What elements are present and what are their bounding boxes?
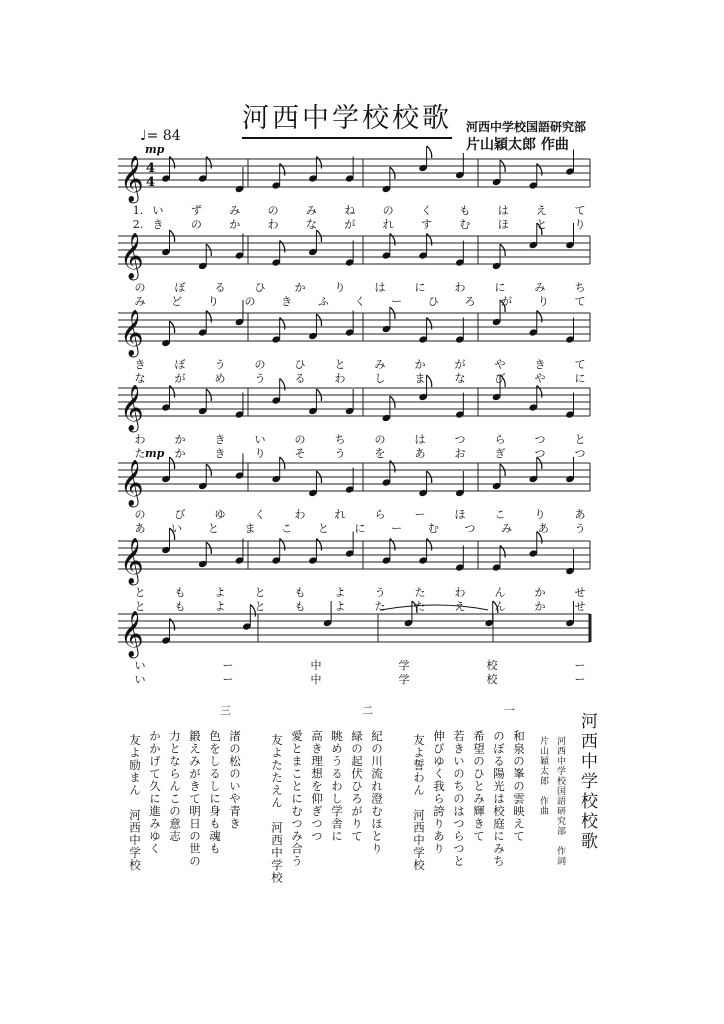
- verse-number: 二: [362, 704, 373, 717]
- lyric-syllable: い: [134, 659, 146, 672]
- poem-line: 鍛えみがきて明日の世の: [188, 730, 202, 868]
- lyric-syllable: ち: [574, 281, 586, 294]
- composer-credit: 片山穎太郎 作曲: [466, 137, 569, 153]
- lyric-syllable: は: [374, 281, 386, 294]
- lyric-syllable: り: [574, 218, 586, 231]
- lyric-syllable: み: [534, 281, 546, 294]
- lyric-syllable: い: [171, 522, 183, 535]
- lyric-syllable: わ: [267, 218, 279, 231]
- lyric-syllable: に: [354, 522, 366, 535]
- lyric-syllable: 校: [486, 659, 498, 672]
- poem-line: 愛とまことにむつみ合う: [290, 730, 304, 868]
- lyric-syllable: い: [134, 673, 146, 686]
- lyric-syllable: よ: [334, 586, 346, 599]
- lyric-syllable: め: [214, 372, 226, 385]
- lyric-syllable: 学: [398, 659, 410, 672]
- poem-line: 友よ誓わん 河西中学校: [412, 734, 426, 872]
- note-flag: [280, 379, 285, 391]
- lyric-syllable: を: [374, 447, 386, 460]
- lyric-syllable: 学: [398, 673, 410, 686]
- lyric-syllable: よ: [214, 586, 226, 599]
- time-signature: 4: [146, 161, 156, 176]
- lyric-syllable: と: [207, 522, 219, 535]
- lyric-syllable: ま: [414, 372, 426, 385]
- lyric-syllable: こ: [494, 508, 506, 521]
- treble-clef-icon: 𝄞: [120, 538, 144, 584]
- lyric-syllable: う: [214, 358, 226, 371]
- lyric-syllable: も: [294, 600, 306, 613]
- lyric-syllable: 中: [310, 659, 322, 672]
- lyric-syllable: み: [501, 522, 513, 535]
- lyric-syllable: 中: [310, 673, 322, 686]
- treble-clef-icon: 𝄞: [120, 611, 144, 657]
- lyric-syllable: や: [534, 372, 546, 385]
- note-flag: [537, 311, 542, 323]
- lyric-syllable: ー: [222, 659, 234, 672]
- lyric-syllable: に: [574, 372, 586, 385]
- lyric-syllable: ー: [391, 522, 403, 535]
- lyric-syllable: う: [334, 447, 346, 460]
- lyric-syllable: ひ: [294, 358, 306, 371]
- lyric-syllable: つ: [574, 447, 586, 460]
- lyric-syllable: く: [354, 295, 366, 308]
- lyric-syllable: な: [454, 372, 466, 385]
- lyric-syllable: し: [374, 372, 386, 385]
- lyricist-credit: 河西中学校国語研究部: [466, 120, 587, 134]
- lyric-syllable: る: [214, 281, 226, 294]
- lyric-syllable: あ: [537, 522, 549, 535]
- lyric-syllable: ー: [391, 295, 403, 308]
- lyric-syllable: の: [267, 204, 279, 217]
- lyric-syllable: も: [174, 600, 186, 613]
- lyric-syllable: む: [459, 218, 471, 231]
- tie-arc: [380, 605, 488, 610]
- lyric-syllable: の: [190, 218, 202, 231]
- lyric-syllable: び: [174, 508, 186, 521]
- lyric-syllable: ほ: [454, 508, 466, 521]
- lyric-syllable: よ: [214, 600, 226, 613]
- lyric-syllable: な: [134, 372, 146, 385]
- note-flag: [280, 318, 285, 330]
- lyric-syllable: ぼ: [174, 358, 186, 371]
- lyric-syllable: と: [574, 433, 586, 446]
- lyric-syllable: り: [534, 508, 546, 521]
- note-flag: [170, 386, 175, 398]
- lyric-syllable: こ: [281, 522, 293, 535]
- note-flag: [280, 539, 285, 551]
- note-flag: [427, 539, 432, 551]
- lyric-syllable: と: [317, 522, 329, 535]
- treble-clef-icon: 𝄞: [120, 156, 144, 202]
- lyric-syllable: あ: [574, 508, 586, 521]
- lyric-syllable: つ: [534, 433, 546, 446]
- lyric-syllable: は: [414, 433, 426, 446]
- lyric-syllable: が: [174, 372, 186, 385]
- lyric-syllable: く: [254, 508, 266, 521]
- treble-clef-icon: 𝄞: [120, 460, 144, 506]
- lyric-syllable: ら: [494, 433, 506, 446]
- lyric-syllable: の: [134, 281, 146, 294]
- lyric-syllable: ぎ: [494, 447, 506, 460]
- poem-lyricist: 河西中学校国語研究部 作詞: [555, 736, 565, 866]
- lyric-syllable: わ: [454, 281, 466, 294]
- note-flag: [170, 157, 175, 169]
- note-flag: [390, 461, 395, 473]
- lyric-syllable: つ: [464, 522, 476, 535]
- lyric-syllable: き: [214, 447, 226, 460]
- lyric-syllable: り: [254, 447, 266, 460]
- lyric-syllable: や: [494, 358, 506, 371]
- lyric-syllable: つ: [454, 433, 466, 446]
- poem-composer: 片山穎太郎 作曲: [538, 736, 548, 816]
- time-signature: 4: [146, 175, 156, 190]
- note-flag: [280, 164, 285, 176]
- lyric-syllable: と: [536, 218, 548, 231]
- poem-line: 力とならんこの意志: [168, 730, 182, 843]
- lyric-syllable: ん: [494, 586, 506, 599]
- page-title: 河西中学校校歌: [242, 96, 452, 139]
- verse-number: 一: [504, 704, 515, 717]
- lyric-syllable: か: [534, 600, 546, 613]
- note-flag: [170, 619, 175, 631]
- lyric-syllable: り: [207, 295, 219, 308]
- poem-line: 若きいのちのはつらつと: [452, 730, 466, 868]
- verse-number: 1.: [132, 204, 144, 217]
- note-flag: [316, 539, 321, 551]
- lyric-syllable: ろ: [464, 295, 476, 308]
- lyric-syllable: ほ: [497, 218, 509, 231]
- lyric-syllable: ひ: [427, 295, 439, 308]
- lyric-syllable: く: [421, 204, 433, 217]
- note-flag: [427, 375, 432, 387]
- lyric-syllable: わ: [134, 433, 146, 446]
- lyric-syllable: り: [334, 281, 346, 294]
- poem-line: のぼる陽光は校庭にみち: [492, 730, 506, 868]
- lyric-syllable: の: [134, 508, 146, 521]
- lyric-syllable: き: [281, 295, 293, 308]
- lyric-syllable: か: [294, 281, 306, 294]
- lyric-syllable: わ: [294, 508, 306, 521]
- poem-line: 和泉の峯の雲映えて: [512, 730, 526, 843]
- lyric-syllable: い: [254, 433, 266, 446]
- lyric-syllable: き: [134, 358, 146, 371]
- lyric-syllable: み: [305, 204, 317, 217]
- poem-line: 渚の松のいや青き: [228, 730, 242, 830]
- lyric-syllable: れ: [382, 218, 394, 231]
- lyric-syllable: が: [454, 358, 466, 371]
- treble-clef-icon: 𝄞: [120, 310, 144, 356]
- poem-line: 紀の川流れ澄むほとり: [370, 730, 384, 855]
- poem-line: 緑の起伏ひろがりて: [350, 730, 364, 843]
- lyric-syllable: か: [534, 586, 546, 599]
- lyric-syllable: ら: [374, 508, 386, 521]
- poem-line: 伸びゆく我ら誇りあり: [432, 730, 446, 855]
- lyric-syllable: み: [134, 295, 146, 308]
- lyric-syllable: ー: [414, 508, 426, 521]
- lyric-syllable: に: [414, 281, 426, 294]
- treble-clef-icon: 𝄞: [120, 233, 144, 279]
- lyric-syllable: も: [294, 586, 306, 599]
- lyric-syllable: に: [494, 281, 506, 294]
- lyric-syllable: え: [454, 600, 466, 613]
- lyric-syllable: る: [294, 372, 306, 385]
- lyric-syllable: う: [254, 372, 266, 385]
- lyric-syllable: き: [152, 218, 164, 231]
- lyric-syllable: と: [134, 600, 146, 613]
- lyric-syllable: ず: [190, 204, 202, 217]
- lyric-syllable: て: [574, 204, 586, 217]
- lyric-syllable: れ: [334, 508, 346, 521]
- poem-line: 友よ励まん 河西中学校: [128, 734, 142, 872]
- lyric-syllable: は: [497, 204, 509, 217]
- poem-title: 河西中学校校歌: [577, 712, 597, 852]
- dynamic-marking: mp: [145, 143, 165, 156]
- lyric-syllable: ー: [574, 673, 586, 686]
- poem-line: 希望のひとみ輝きて: [472, 730, 486, 843]
- lyric-syllable: ゆ: [214, 508, 226, 521]
- lyric-syllable: つ: [534, 447, 546, 460]
- lyric-syllable: た: [374, 600, 386, 613]
- verse-number: 三: [220, 704, 231, 717]
- lyric-syllable: の: [382, 204, 394, 217]
- note-flag: [537, 164, 542, 176]
- lyric-syllable: む: [427, 522, 439, 535]
- lyric-syllable: り: [537, 295, 549, 308]
- note-flag: [500, 546, 505, 558]
- poem-line: かかげて久に進みゆく: [148, 730, 162, 855]
- lyric-syllable: び: [494, 372, 506, 385]
- lyric-syllable: あ: [414, 447, 426, 460]
- lyric-syllable: よ: [334, 600, 346, 613]
- lyric-syllable: と: [334, 358, 346, 371]
- lyric-syllable: ひ: [254, 281, 266, 294]
- lyric-syllable: と: [254, 586, 266, 599]
- lyric-syllable: わ: [334, 372, 346, 385]
- note-flag: [206, 311, 211, 323]
- lyric-syllable: ふ: [317, 295, 329, 308]
- verse-number: 2.: [132, 218, 144, 231]
- lyric-syllable: あ: [134, 522, 146, 535]
- lyric-syllable: て: [574, 295, 586, 308]
- lyric-syllable: た: [414, 600, 426, 613]
- lyric-syllable: そ: [294, 447, 306, 460]
- lyric-syllable: ど: [171, 295, 183, 308]
- lyric-syllable: て: [574, 358, 586, 371]
- poem-line: 高き理想を仰ぎつつ: [310, 730, 324, 843]
- note-flag: [390, 234, 395, 246]
- lyric-syllable: き: [534, 358, 546, 371]
- poem-line: 友よたたえん 河西中学校: [270, 734, 284, 884]
- lyric-syllable: え: [536, 204, 548, 217]
- lyric-syllable: み: [229, 204, 241, 217]
- lyric-syllable: す: [421, 218, 433, 231]
- note-flag: [280, 241, 285, 253]
- lyric-syllable: い: [152, 204, 164, 217]
- poem-line: 眺めうるわし学舎に: [330, 730, 344, 843]
- treble-clef-icon: 𝄞: [120, 385, 144, 431]
- lyric-syllable: せ: [574, 600, 586, 613]
- note-flag: [427, 234, 432, 246]
- lyric-syllable: 校: [486, 673, 498, 686]
- lyric-syllable: せ: [574, 586, 586, 599]
- lyric-syllable: う: [374, 586, 386, 599]
- lyric-syllable: も: [459, 204, 471, 217]
- lyric-syllable: ね: [344, 204, 356, 217]
- lyric-syllable: か: [174, 447, 186, 460]
- lyric-syllable: が: [501, 295, 513, 308]
- lyric-syllable: ま: [244, 522, 256, 535]
- note-flag: [390, 539, 395, 551]
- lyric-syllable: か: [174, 433, 186, 446]
- lyric-syllable: の: [374, 433, 386, 446]
- note-flag: [427, 146, 432, 158]
- note-flag: [316, 157, 321, 169]
- lyric-syllable: と: [254, 600, 266, 613]
- tempo-marking: ♩= 84: [140, 128, 181, 144]
- lyric-syllable: お: [454, 447, 466, 460]
- note-flag: [427, 318, 432, 330]
- note-flag: [537, 386, 542, 398]
- lyric-syllable: た: [414, 586, 426, 599]
- lyric-syllable: か: [414, 358, 426, 371]
- note-flag: [206, 157, 211, 169]
- lyric-syllable: う: [574, 522, 586, 535]
- lyric-syllable: ぼ: [174, 281, 186, 294]
- poem-line: 色をしるしに身も魂も: [208, 730, 222, 855]
- lyric-syllable: ん: [494, 600, 506, 613]
- lyric-syllable: き: [214, 433, 226, 446]
- dynamic-marking: mp: [145, 447, 165, 460]
- lyric-syllable: ち: [334, 433, 346, 446]
- lyric-syllable: と: [134, 586, 146, 599]
- lyric-syllable: か: [229, 218, 241, 231]
- lyric-syllable: の: [294, 433, 306, 446]
- lyric-syllable: の: [244, 295, 256, 308]
- lyric-syllable: み: [374, 358, 386, 371]
- lyric-syllable: わ: [454, 586, 466, 599]
- lyric-syllable: ー: [222, 673, 234, 686]
- lyric-syllable: も: [174, 586, 186, 599]
- lyric-syllable: な: [305, 218, 317, 231]
- lyric-syllable: の: [254, 358, 266, 371]
- lyric-syllable: ー: [574, 659, 586, 672]
- lyric-syllable: た: [134, 447, 146, 460]
- lyric-syllable: が: [344, 218, 356, 231]
